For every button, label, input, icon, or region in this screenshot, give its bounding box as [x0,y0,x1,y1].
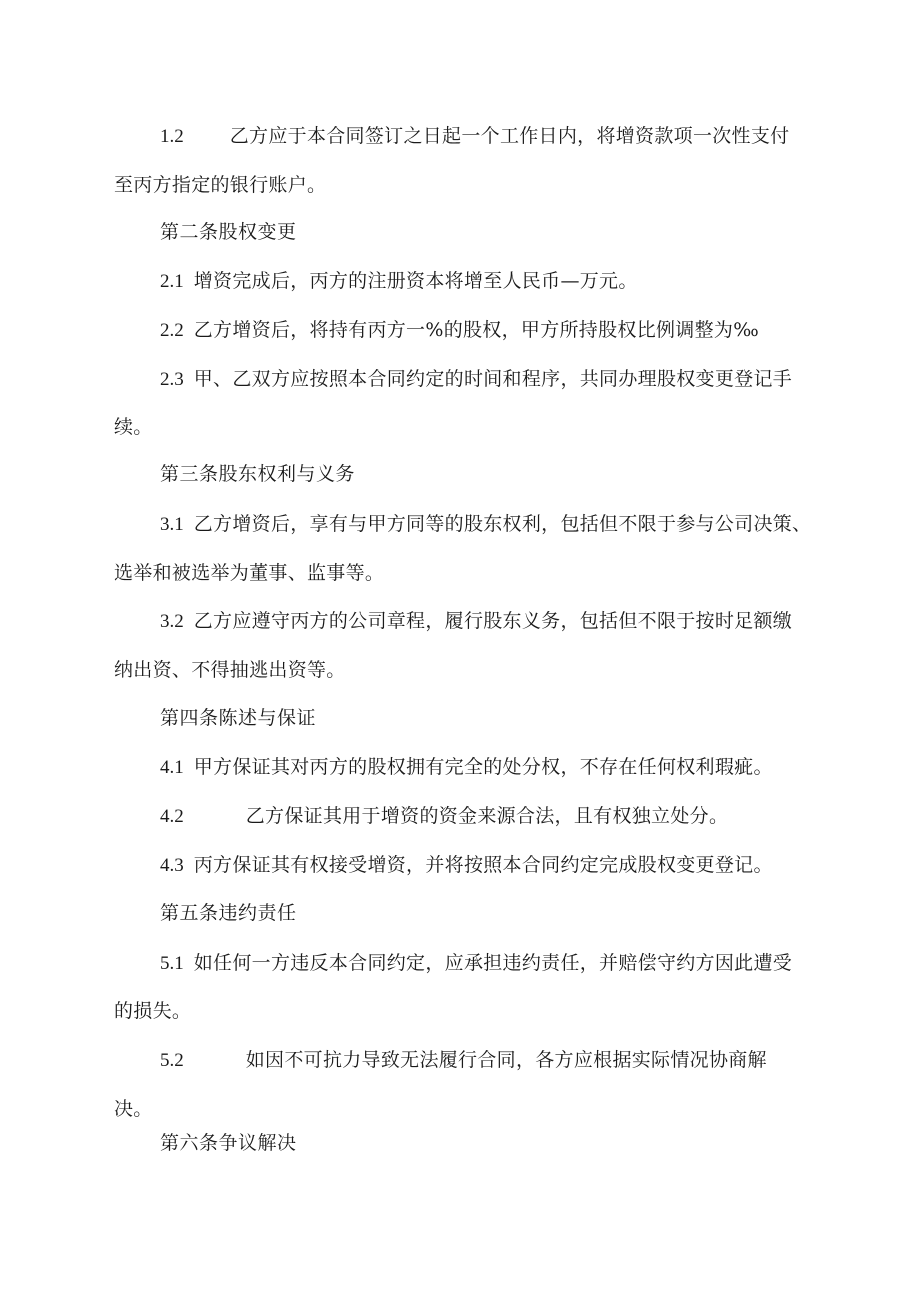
clause-text: 乙方保证其用于增资的资金来源合法，且有权独立处分。 [245,805,729,827]
clause-number: 2.3 [160,369,184,390]
clause-text: 增资完成后，丙方的注册资本将增至人民币—万元。 [193,270,638,292]
clause-number: 5.1 [160,953,184,974]
clause-text: 乙方增资后，享有与甲方同等的股东权利，包括但不限于参与公司决策、 [193,513,812,535]
clause-text: 甲方保证其对丙方的股权拥有完全的处分权，不存在任何权利瑕疵。 [193,756,773,778]
clause-4-1 [160,754,773,780]
clause-5-2-line-1 [160,1047,767,1073]
clause-text: 如因不可抗力导致无法履行合同，各方应根据实际情况协商解 [245,1049,767,1071]
section-heading-2: 第二条股权变更 [160,221,297,243]
clause-number: 4.2 [160,806,184,827]
clause-text: 甲、乙双方应按照本合同约定的时间和程序，共同办理股权变更登记手 [193,368,793,390]
clause-3-1-line-2 [114,560,384,586]
clause-number: 1.2 [160,126,184,147]
clause-4-2 [160,803,728,829]
clause-text: 乙方增资后，将持有丙方一%的股权，甲方所持股权比例调整为‰ [193,319,759,341]
clause-text-continued: 纳出资、不得抽逃出资等。 [114,659,346,681]
clause-1-2-line-2 [114,172,326,198]
clause-text: 丙方保证其有权接受增资，并将按照本合同约定完成股权变更登记。 [193,854,773,876]
clause-2-2 [160,317,759,343]
clause-2-3-line-1 [160,366,792,392]
section-heading-3: 第三条股东权利与义务 [160,463,356,485]
clause-text-continued: 至丙方指定的银行账户。 [114,174,327,196]
clause-number: 3.1 [160,514,184,535]
clause-text-continued: 决。 [114,1098,153,1120]
clause-5-1-line-1 [160,950,792,976]
clause-text: 乙方应于本合同签订之日起一个工作日内，将增资款项一次性支付 [229,125,790,147]
clause-2-1 [160,268,638,294]
clause-number: 4.1 [160,757,184,778]
clause-1-2-line-1 [160,123,789,149]
clause-number: 3.2 [160,611,184,632]
clause-2-3-line-2 [114,414,153,440]
clause-text: 乙方应遵守丙方的公司章程，履行股东义务，包括但不限于按时足额缴 [193,610,793,632]
clause-number: 4.3 [160,855,184,876]
clause-4-3 [160,852,773,878]
clause-5-1-line-2 [114,998,191,1024]
section-heading-6: 第六条争议解决 [160,1132,297,1154]
clause-3-2-line-2 [114,657,346,683]
clause-number: 2.2 [160,320,184,341]
clause-3-2-line-1 [160,608,792,634]
section-heading-4: 第四条陈述与保证 [160,707,317,729]
clause-number: 2.1 [160,271,184,292]
clause-text: 如任何一方违反本合同约定，应承担违约责任，并赔偿守约方因此遭受 [193,952,793,974]
section-heading-5: 第五条违约责任 [160,902,297,924]
clause-5-2-line-2 [114,1096,153,1122]
clause-number: 5.2 [160,1050,184,1071]
clause-text-continued: 的损失。 [114,1000,192,1022]
clause-3-1-line-1 [160,511,811,537]
clause-text-continued: 选举和被选举为董事、监事等。 [114,562,385,584]
clause-text-continued: 续。 [114,416,153,438]
